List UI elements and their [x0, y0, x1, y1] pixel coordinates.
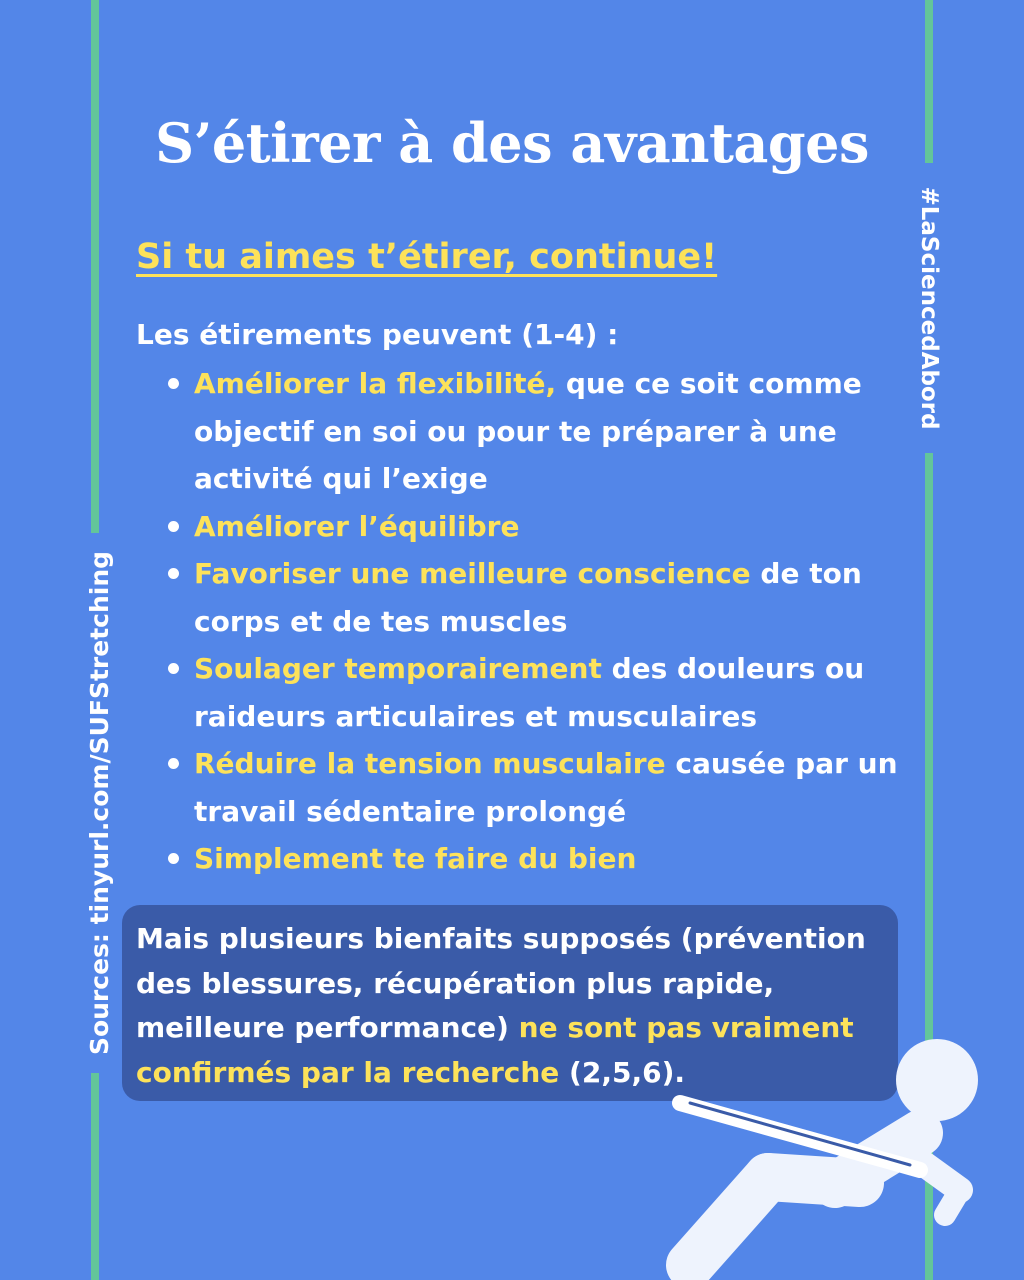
bullet-highlight: Soulager temporairement: [194, 652, 602, 685]
bullet-highlight: Réduire la tension musculaire: [194, 747, 666, 780]
list-item: [194, 835, 914, 883]
callout-text-main: Mais plusieurs bienfaits supposés (prévention des blessures, récupération plus rapide, meilleure performance): [136, 922, 866, 1044]
bullet-highlight: Améliorer l’équilibre: [194, 509, 520, 543]
bullet-highlight: Améliorer la flexibilité,: [194, 367, 557, 400]
sources-link[interactable]: Sources: tinyurl.com/SUFStretching: [85, 550, 114, 1056]
list-item: [194, 360, 914, 503]
subtitle: Si tu aimes t’étirer, continue!: [136, 237, 718, 277]
bullet-text: que ce soit comme objectif en soi ou pour te préparer à une activité qui l’exige: [194, 367, 862, 495]
bullet-highlight: Simplement te faire du bien: [194, 842, 637, 875]
stretching-person-icon: [660, 1025, 1000, 1280]
page-title: S’étirer à des avantages: [155, 111, 869, 175]
bullet-text: des douleurs ou raideurs articulaires et musculaires: [194, 652, 865, 733]
list-item: [194, 550, 914, 645]
bullet-text: causée par un travail sédentaire prolongé: [194, 747, 898, 828]
green-border-left-top: [91, 0, 99, 533]
intro-text: Les étirements peuvent (1-4) :: [136, 318, 619, 351]
list-item: [194, 503, 914, 551]
list-item: [194, 645, 914, 740]
green-border-left-bottom: [91, 1073, 99, 1280]
callout-highlight: ne sont pas vraiment confirmés par la recherche: [136, 1011, 854, 1089]
bullet-text: de ton corps et de tes muscles: [194, 557, 862, 638]
list-item: [194, 740, 914, 835]
benefits-list: [194, 360, 914, 883]
bullet-highlight: Favoriser une meilleure conscience: [194, 557, 751, 590]
callout-references: (2,5,6).: [559, 1055, 685, 1089]
hashtag: #LaSciencedAbord: [916, 186, 942, 430]
